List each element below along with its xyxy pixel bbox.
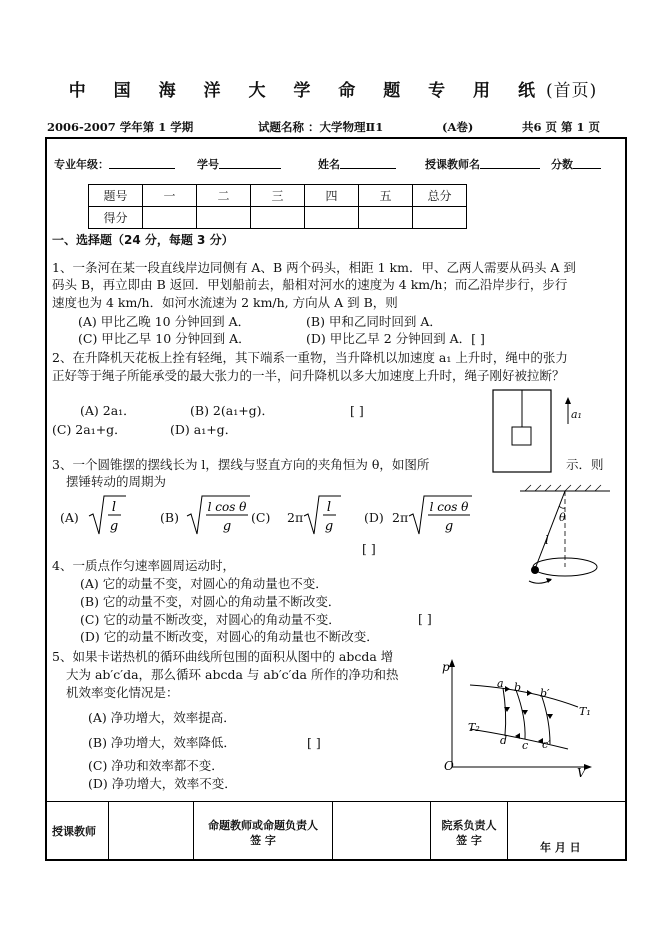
svg-text:g: g bbox=[222, 519, 232, 534]
footer-divider bbox=[45, 801, 627, 802]
conical-pendulum-figure bbox=[515, 484, 615, 594]
svg-text:c′: c′ bbox=[542, 738, 551, 751]
svg-text:l cos θ: l cos θ bbox=[429, 500, 469, 514]
footer-col-line bbox=[193, 801, 194, 860]
svg-text:b: b bbox=[514, 681, 522, 694]
q3-option-c-formula bbox=[303, 494, 343, 538]
q4-line: 4、一质点作匀速率圆周运动时， bbox=[52, 558, 235, 573]
q5-option-a: (A) 净功增大，效率提高． bbox=[88, 710, 236, 725]
q4-option-c: (C) 它的动量不断改变，对圆心的角动量不变． bbox=[80, 612, 341, 627]
section-heading: 一、选择题（24 分，每题 3 分） bbox=[52, 233, 234, 247]
svg-text:O: O bbox=[444, 759, 454, 773]
q1-option-d: (D) 甲比乙早 2 分钟回到 A．[ ] bbox=[306, 331, 485, 346]
score-cell[interactable] bbox=[359, 207, 413, 229]
q3-option-c-2pi: 2π bbox=[287, 510, 304, 525]
q1-option-b: (B) 甲和乙同时回到 A． bbox=[306, 314, 442, 329]
major-field: 专业年级： bbox=[54, 156, 175, 172]
elevator-figure bbox=[492, 388, 552, 474]
footer-dept-signature: 院系负责人 签 字 bbox=[441, 819, 497, 847]
q5-line-1: 5、如果卡诺热机的循环曲线所包围的面积从图中的 abcda 增 bbox=[52, 649, 394, 664]
svg-text:c: c bbox=[522, 739, 529, 752]
q2-line-1: 2、在升降机天花板上拴有轻绳，其下端系一重物，当升降机以加速度 a₁ 上升时，绳中的张力 bbox=[52, 350, 568, 365]
q1-option-a: (A) 甲比乙晚 10 分钟回到 A． bbox=[78, 314, 251, 329]
teacher-field: 授课教师名 bbox=[425, 156, 540, 172]
svg-text:l: l bbox=[326, 500, 332, 515]
footer-col-line bbox=[507, 801, 508, 860]
q1-option-c: (C) 甲比乙早 10 分钟回到 A． bbox=[78, 331, 251, 346]
q2-option-a: (A) 2a₁． bbox=[80, 403, 136, 418]
q3-option-d-2pi: 2π bbox=[392, 510, 409, 525]
q4-option-d: (D) 它的动量不断改变，对圆心的角动量也不断改变． bbox=[80, 629, 379, 644]
q5-option-b: (B) 净功增大，效率降低． bbox=[88, 735, 236, 750]
page-title bbox=[0, 76, 666, 101]
q4-answer-bracket: [ ] bbox=[418, 611, 432, 626]
q5-answer-bracket: [ ] bbox=[307, 735, 321, 750]
footer-teacher-label: 授课教师 bbox=[52, 825, 96, 838]
student-id-field: 学号 bbox=[197, 156, 281, 172]
svg-text:g: g bbox=[109, 519, 119, 534]
q2-option-c: (C) 2a₁+g． bbox=[52, 422, 127, 437]
svg-text:l cos θ: l cos θ bbox=[207, 500, 247, 514]
footer-date: 年 月 日 bbox=[540, 841, 581, 854]
score-header-cell: 四 bbox=[305, 185, 359, 207]
svg-text:θ: θ bbox=[559, 511, 566, 524]
title-suffix: (首页) bbox=[545, 81, 598, 101]
exam-name: 试题名称 ：大学物理Ⅱ1 bbox=[258, 120, 384, 134]
paper-version: (A卷) bbox=[442, 120, 474, 134]
q3-line-1-tail: 示．则 bbox=[566, 457, 604, 472]
svg-text:b′: b′ bbox=[540, 687, 550, 700]
score-cell[interactable] bbox=[305, 207, 359, 229]
q3-option-b-label: (B) bbox=[160, 510, 179, 525]
q4-option-a: (A) 它的动量不变，对圆心的角动量也不变． bbox=[80, 576, 328, 591]
q2-option-d: (D) a₁+g． bbox=[170, 422, 238, 437]
score-table-score-row bbox=[89, 207, 467, 229]
score-header-cell: 二 bbox=[197, 185, 251, 207]
footer-col-line bbox=[108, 801, 109, 860]
q5-line-2: 大为 ab′c′da，那么循环 abcda 与 ab′c′da 所作的净功和热 bbox=[66, 667, 399, 682]
score-header-cell: 三 bbox=[251, 185, 305, 207]
svg-text:l: l bbox=[111, 500, 117, 515]
footer-col-line bbox=[430, 801, 431, 860]
svg-text:T₂: T₂ bbox=[468, 721, 480, 734]
q5-line-3: 机效率变化情况是： bbox=[66, 685, 179, 700]
q3-option-d-formula bbox=[408, 494, 474, 538]
name-field: 姓名 bbox=[318, 156, 396, 172]
score-cell[interactable] bbox=[197, 207, 251, 229]
svg-text:d: d bbox=[500, 734, 508, 747]
score-cell[interactable] bbox=[143, 207, 197, 229]
score-cell[interactable] bbox=[413, 207, 467, 229]
q3-option-a-formula bbox=[88, 494, 128, 538]
q2-option-b: (B) 2(a₁+g)． bbox=[190, 403, 275, 418]
svg-text:p: p bbox=[442, 660, 450, 674]
q5-option-c: (C) 净功和效率都不变． bbox=[88, 758, 224, 773]
q3-option-c-label: (C) bbox=[251, 510, 271, 525]
q3-option-a-label: (A) bbox=[60, 510, 79, 525]
footer-col-line bbox=[332, 801, 333, 860]
score-header-cell: 一 bbox=[143, 185, 197, 207]
score-field: 分数 bbox=[551, 156, 601, 172]
svg-text:g: g bbox=[444, 519, 454, 534]
score-table bbox=[88, 184, 467, 229]
score-header-cell: 总分 bbox=[413, 185, 467, 207]
svg-text:T₁: T₁ bbox=[579, 705, 591, 718]
score-header-cell: 五 bbox=[359, 185, 413, 207]
score-row-label: 得分 bbox=[89, 207, 143, 229]
q4-option-b: (B) 它的动量不变，对圆心的角动量不断改变． bbox=[80, 594, 341, 609]
score-cell[interactable] bbox=[251, 207, 305, 229]
svg-text:g: g bbox=[324, 519, 334, 534]
title-main: 中 国 海 洋 大 学 命 题 专 用 纸 bbox=[68, 81, 546, 101]
q3-line-1: 3、一个圆锥摆的摆线长为 l，摆线与竖直方向的夹角恒为 θ，如图所 bbox=[52, 457, 430, 472]
footer-setter-signature: 命题教师或命题负责人 签 字 bbox=[208, 819, 318, 847]
page-count: 共6 页 第 1 页 bbox=[522, 120, 601, 134]
carnot-cycle-figure bbox=[430, 655, 600, 780]
q1-line-1: 1、一条河在某一段直线岸边同侧有 A、B 两个码头，相距 1 km．甲、乙两人需要从码头 A 到 bbox=[52, 260, 576, 275]
q2-answer-bracket: [ ] bbox=[350, 403, 364, 418]
q3-line-2: 摆锤转动的周期为 bbox=[66, 474, 167, 489]
q3-option-b-formula bbox=[186, 494, 252, 538]
q3-option-d-label: (D) bbox=[364, 510, 384, 525]
svg-text:l: l bbox=[545, 533, 549, 547]
q1-line-2: 码头 B，再立即由 B 返回．甲划船前去，船相对河水的速度为 4 km/h；而乙沿岸步行，步行 bbox=[52, 277, 568, 292]
svg-text:V: V bbox=[577, 766, 586, 780]
svg-text:a: a bbox=[497, 677, 504, 690]
elevator-acceleration-label: a₁ bbox=[571, 408, 582, 421]
score-header-cell: 题号 bbox=[89, 185, 143, 207]
q1-line-3: 速度也为 4 km/h．如河水流速为 2 km/h, 方向从 A 到 B，则 bbox=[52, 295, 398, 310]
term: 2006-2007 学年第 1 学期 bbox=[47, 120, 194, 134]
q3-answer-bracket: [ ] bbox=[362, 541, 376, 556]
q2-line-2: 正好等于绳子所能承受的最大张力的一半，问升降机以多大加速度上升时，绳子刚好被拉断？ bbox=[52, 368, 565, 383]
score-table-header-row bbox=[89, 185, 467, 207]
q5-option-d: (D) 净功增大，效率不变． bbox=[88, 776, 237, 791]
